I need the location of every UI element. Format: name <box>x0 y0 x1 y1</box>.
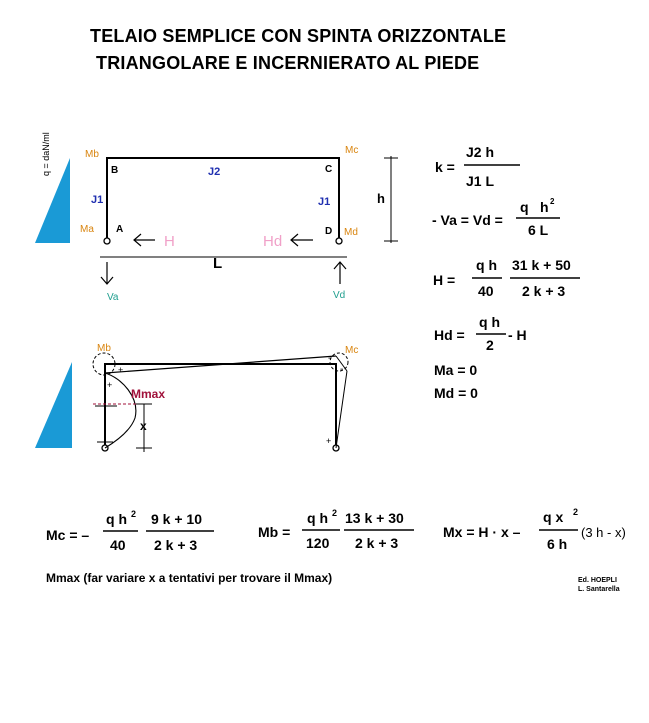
triangular-load-lower <box>35 362 72 448</box>
label-Va: Va <box>107 292 119 303</box>
svg-text:40: 40 <box>110 537 126 553</box>
svg-text:2 k + 3: 2 k + 3 <box>355 535 399 551</box>
arrow-Hd <box>291 234 313 246</box>
svg-text:q h: q h <box>479 314 500 330</box>
node-B: B <box>111 165 119 176</box>
svg-text:9 k + 10: 9 k + 10 <box>151 511 202 527</box>
diagram-Mb: Mb <box>97 343 111 354</box>
svg-text:J2 h: J2 h <box>466 144 495 160</box>
label-H: H <box>164 233 175 250</box>
svg-text:2: 2 <box>131 509 137 519</box>
dim-L: L <box>213 255 223 272</box>
label-Md: Md <box>344 227 358 238</box>
svg-text:31 k + 50: 31 k + 50 <box>512 257 571 273</box>
moment-column-right <box>336 371 347 448</box>
svg-text:J1 L: J1 L <box>466 173 495 189</box>
label-Hd: Hd <box>263 233 283 250</box>
frame-members <box>107 158 339 240</box>
dim-x: x <box>140 419 147 433</box>
svg-text:6 L: 6 L <box>528 222 549 238</box>
diagram-Mc: Mc <box>345 345 359 356</box>
svg-text:h: h <box>540 199 549 215</box>
svg-text:120: 120 <box>306 535 330 551</box>
hinge-A <box>104 238 110 244</box>
formula-Mb <box>258 508 414 551</box>
credit <box>578 576 620 594</box>
arrow-Va <box>101 262 113 284</box>
svg-text:- H: - H <box>508 327 527 343</box>
sign-plus-1: + <box>118 365 124 375</box>
formula-H <box>433 257 580 299</box>
frame-members-lower <box>105 364 336 448</box>
svg-text:Hd =: Hd = <box>434 327 465 343</box>
svg-text:Mb =: Mb = <box>258 524 291 540</box>
svg-text:2: 2 <box>486 337 494 353</box>
svg-text:Mx = H · x –: Mx = H · x – <box>443 524 521 540</box>
formula-Ma: Ma = 0 <box>434 362 478 378</box>
svg-text:2 k + 3: 2 k + 3 <box>522 283 566 299</box>
credit-publisher: Ed. HOEPLI <box>578 577 617 584</box>
svg-text:k =: k = <box>435 159 455 175</box>
arrow-Vd <box>334 262 346 284</box>
label-Mb: Mb <box>85 149 99 160</box>
sign-plus-2: + <box>107 380 113 390</box>
title-line-1: TELAIO SEMPLICE CON SPINTA ORIZZONTALE <box>90 26 507 46</box>
dim-h: h <box>377 191 385 206</box>
svg-text:40: 40 <box>478 283 494 299</box>
formula-Mc <box>46 509 214 553</box>
sign-minus-1: - <box>328 353 332 364</box>
formula-Md: Md = 0 <box>434 385 478 401</box>
title-line-2: TRIANGOLARE E INCERNIERATO AL PIEDE <box>96 53 480 73</box>
arrow-H <box>134 234 155 246</box>
formula-Hd <box>434 314 527 353</box>
hinge-D <box>336 238 342 244</box>
node-C: C <box>325 164 333 175</box>
label-Mmax: Mmax <box>131 387 166 401</box>
svg-text:2 k + 3: 2 k + 3 <box>154 537 198 553</box>
svg-text:q x: q x <box>543 509 564 525</box>
load-label: q = daN/ml <box>41 132 51 176</box>
svg-text:13 k + 30: 13 k + 30 <box>345 510 404 526</box>
node-D: D <box>325 226 333 237</box>
svg-text:q h: q h <box>476 257 497 273</box>
svg-text:2: 2 <box>332 508 338 518</box>
label-Ma: Ma <box>80 224 94 235</box>
svg-text:q h: q h <box>106 511 127 527</box>
credit-author: L. Santarella <box>578 586 620 593</box>
note-mmax: Mmax (far variare x a tentativi per trovare il Mmax) <box>46 571 333 585</box>
svg-text:6 h: 6 h <box>547 536 568 552</box>
svg-text:Mc = –: Mc = – <box>46 527 90 543</box>
formula-k <box>435 144 520 189</box>
member-J1-left: J1 <box>91 194 104 206</box>
svg-text:(3 h - x): (3 h - x) <box>581 525 626 540</box>
member-J2: J2 <box>208 166 221 178</box>
svg-text:2: 2 <box>573 507 579 517</box>
sign-minus-2: - <box>340 364 344 375</box>
formula-V <box>432 197 560 238</box>
svg-text:q: q <box>520 199 529 215</box>
formula-Mx <box>443 507 626 552</box>
node-A: A <box>116 224 124 235</box>
svg-text:q h: q h <box>307 510 328 526</box>
member-J1-right: J1 <box>318 196 331 208</box>
svg-text:2: 2 <box>550 197 555 206</box>
label-Mc: Mc <box>345 145 359 156</box>
svg-text:H =: H = <box>433 272 456 288</box>
label-Vd: Vd <box>333 290 346 301</box>
sign-plus-3: + <box>326 436 332 446</box>
svg-text:- Va = Vd =: - Va = Vd = <box>432 212 503 228</box>
